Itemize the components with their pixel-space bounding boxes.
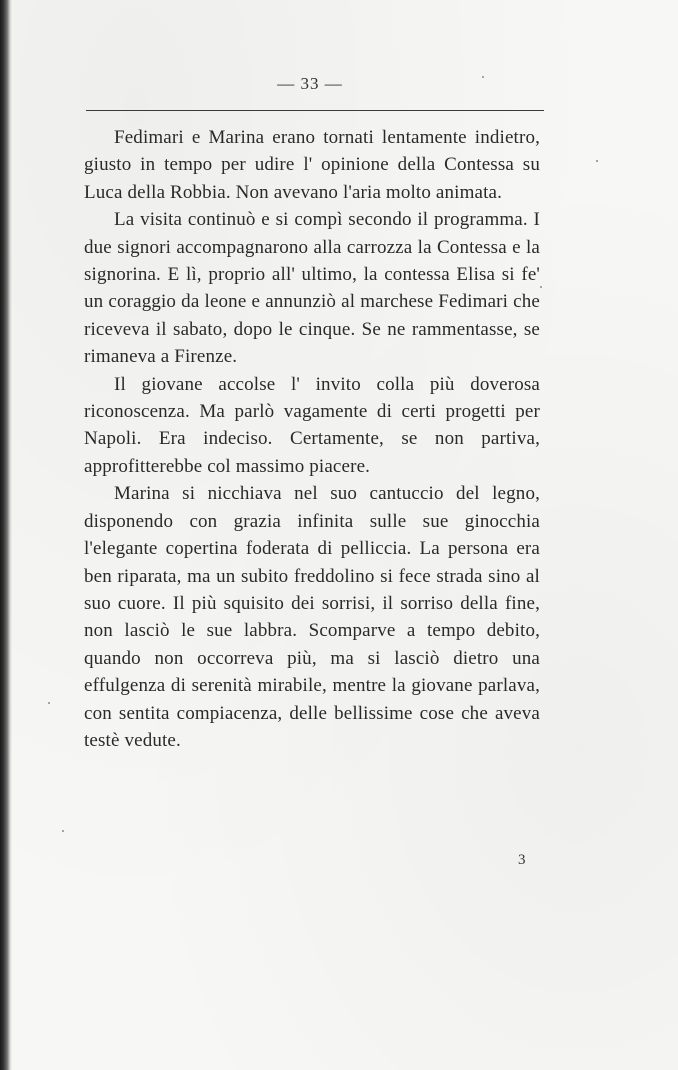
paragraph-2: La visita continuò e si compì secondo il programma. I due signori accompagnarono alla carrozza la Contessa e la signorina. E lì, proprio all' ultimo, la contessa Elisa si fe' un coraggio da leone e annunziò al marchese Fedimari che riceveva il sabato, dopo le cinque. Se ne rammentasse, se rimaneva a Firenze. xyxy=(84,209,540,368)
signature-mark: 3 xyxy=(518,852,526,868)
paper-speck xyxy=(62,830,64,832)
body-text xyxy=(84,124,540,754)
paper-speck xyxy=(482,76,484,78)
paragraph-3: Il giovane accolse l' invito colla più doverosa riconoscenza. Ma parlò vagamente di certi progetti per Napoli. Era indeciso. Certamente, se non partiva, approfitterebbe col massimo piacere. xyxy=(84,373,540,477)
paper-speck xyxy=(596,160,598,162)
paragraph-4: Marina si nicchiava nel suo cantuccio del legno, disponendo con grazia infinita sulle sue ginocchia l'elegante copertina foderata di pelliccia. La persona era ben riparata, ma un subito freddolino si fece strada sino al suo cuore. Il più squisito dei sorrisi, il sorriso della fine, non lasciò le sue labbra. Scomparve a tempo debito, quando non occorreva più, ma si lasciò dietro una effulgenza di serenità mirabile, mentre la giovane parlava, con sentita compiacenza, delle bellissime cose che aveva testè vedute. xyxy=(84,483,540,751)
page-number: — 33 — xyxy=(277,74,343,93)
binding-edge xyxy=(0,0,12,1070)
paper-speck xyxy=(540,286,542,288)
paragraph-1: Fedimari e Marina erano tornati lentamente indietro, giusto in tempo per udire l' opinione della Contessa su Luca della Robbia. Non avevano l'aria molto animata. xyxy=(84,127,540,203)
paper-speck xyxy=(48,702,50,704)
header-rule xyxy=(86,110,544,111)
